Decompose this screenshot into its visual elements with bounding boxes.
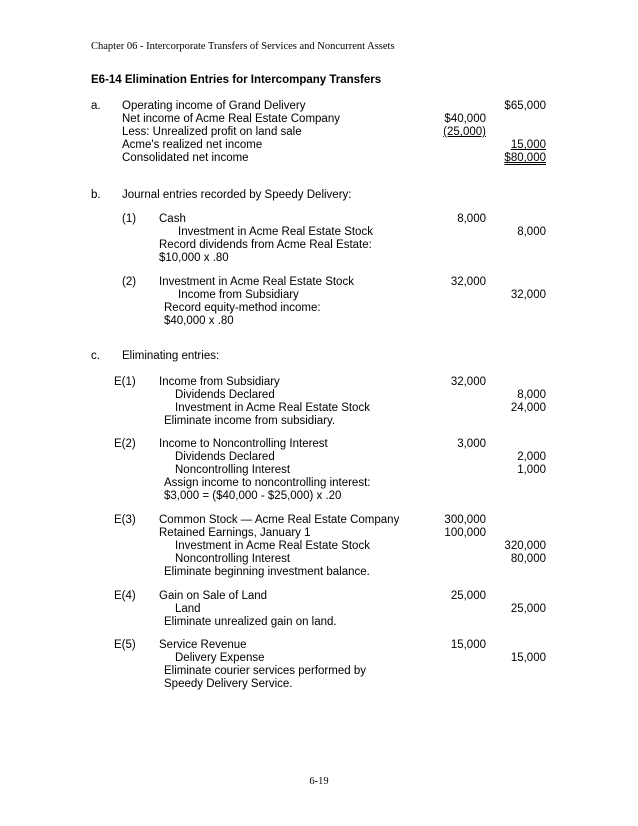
part-b-intro: Journal entries recorded by Speedy Delivery:: [122, 189, 352, 201]
entry-e2-credit-amount-1: 2,000: [517, 451, 546, 463]
entry-e2-calculation: $3,000 = ($40,000 - $25,000) x .20: [164, 490, 342, 502]
entry-e1-credit-account-1: Dividends Declared: [175, 389, 275, 401]
entry-e5-explanation-2: Speedy Delivery Service.: [164, 678, 293, 690]
entry-e3-credit-amount-2: 80,000: [510, 553, 546, 565]
part-a-line-5-amount: $80,000: [504, 152, 546, 164]
entry-e3-debit-amount-2: 100,000: [444, 527, 486, 539]
entry-e3-number: E(3): [114, 514, 136, 526]
entry-e3-credit-account-1: Investment in Acme Real Estate Stock: [175, 540, 370, 552]
entry-e1-credit-account-2: Investment in Acme Real Estate Stock: [175, 402, 370, 414]
entry-e1-credit-amount-1: 8,000: [517, 389, 546, 401]
entry-e2-credit-account-2: Noncontrolling Interest: [175, 464, 291, 476]
entry-e5-debit-account: Service Revenue: [159, 639, 247, 651]
part-b-label: b.: [91, 189, 101, 201]
entry-e4-debit-amount: 25,000: [450, 590, 486, 602]
entry-e4-explanation: Eliminate unrealized gain on land.: [164, 616, 337, 628]
entry-e3-debit-account-2: Retained Earnings, January 1: [159, 527, 311, 539]
part-b-entry-1-calculation: $10,000 x .80: [159, 252, 229, 264]
page-header: Chapter 06 - Intercorporate Transfers of Services and Noncurrent Assets: [91, 41, 395, 52]
part-b-entry-1-debit-account: Cash: [159, 213, 186, 225]
part-a-line-2-amount: $40,000: [444, 113, 486, 125]
part-a-line-3-amount: (25,000): [443, 126, 486, 138]
entry-e1-debit-account: Income from Subsidiary: [159, 376, 280, 388]
exercise-title: E6-14 Elimination Entries for Intercompany Transfers: [91, 74, 382, 86]
entry-e3-debit-amount-1: 300,000: [444, 514, 486, 526]
entry-e2-debit-account: Income to Noncontrolling Interest: [159, 438, 328, 450]
part-b-entry-2-credit-amount: 32,000: [510, 289, 546, 301]
entry-e4-credit-amount: 25,000: [510, 603, 546, 615]
entry-e5-credit-account: Delivery Expense: [175, 652, 265, 664]
part-a-line-3-text: Less: Unrealized profit on land sale: [122, 126, 302, 138]
entry-e5-debit-amount: 15,000: [450, 639, 486, 651]
entry-e2-explanation: Assign income to noncontrolling interest:: [164, 477, 371, 489]
entry-e4-credit-account: Land: [175, 603, 201, 615]
entry-e3-credit-account-2: Noncontrolling Interest: [175, 553, 291, 565]
part-b-entry-1-explanation: Record dividends from Acme Real Estate:: [159, 239, 372, 251]
entry-e1-number: E(1): [114, 376, 136, 388]
part-b-entry-2-debit-account: Investment in Acme Real Estate Stock: [159, 276, 354, 288]
entry-e2-number: E(2): [114, 438, 136, 450]
entry-e1-explanation: Eliminate income from subsidiary.: [164, 415, 336, 427]
part-b-entry-2-calculation: $40,000 x .80: [164, 315, 234, 327]
entry-e4-debit-account: Gain on Sale of Land: [159, 590, 268, 602]
part-c-label: c.: [91, 350, 100, 362]
entry-e5-explanation-1: Eliminate courier services performed by: [164, 665, 366, 677]
part-a-line-4-text: Acme's realized net income: [122, 139, 263, 151]
part-a-line-2-text: Net income of Acme Real Estate Company: [122, 113, 340, 125]
entry-e4-number: E(4): [114, 590, 136, 602]
entry-e1-debit-amount: 32,000: [450, 376, 486, 388]
entry-e5-number: E(5): [114, 639, 136, 651]
part-a-line-5-text: Consolidated net income: [122, 152, 249, 164]
part-b-entry-1-credit-account: Investment in Acme Real Estate Stock: [178, 226, 373, 238]
part-b-entry-1-number: (1): [122, 213, 137, 225]
part-a-line-1-amount: $65,000: [504, 100, 546, 112]
part-b-entry-2-number: (2): [122, 276, 137, 288]
entry-e2-credit-amount-2: 1,000: [517, 464, 546, 476]
part-b-entry-1-credit-amount: 8,000: [517, 226, 546, 238]
part-a-label: a.: [91, 100, 101, 112]
part-c-intro: Eliminating entries:: [122, 350, 220, 362]
entry-e3-credit-amount-1: 320,000: [504, 540, 546, 552]
part-b-entry-2-explanation: Record equity-method income:: [164, 302, 321, 314]
part-b-entry-2-credit-account: Income from Subsidiary: [178, 289, 299, 301]
part-b-entry-1-debit-amount: 8,000: [457, 213, 486, 225]
entry-e3-debit-account-1: Common Stock — Acme Real Estate Company: [159, 514, 400, 526]
entry-e3-explanation: Eliminate beginning investment balance.: [164, 566, 370, 578]
entry-e5-credit-amount: 15,000: [510, 652, 546, 664]
part-a-line-1-text: Operating income of Grand Delivery: [122, 100, 306, 112]
part-b-entry-2-debit-amount: 32,000: [450, 276, 486, 288]
part-a-line-4-amount: 15,000: [510, 139, 546, 151]
entry-e2-credit-account-1: Dividends Declared: [175, 451, 275, 463]
entry-e2-debit-amount: 3,000: [457, 438, 486, 450]
page-number: 6-19: [309, 776, 329, 787]
entry-e1-credit-amount-2: 24,000: [510, 402, 546, 414]
